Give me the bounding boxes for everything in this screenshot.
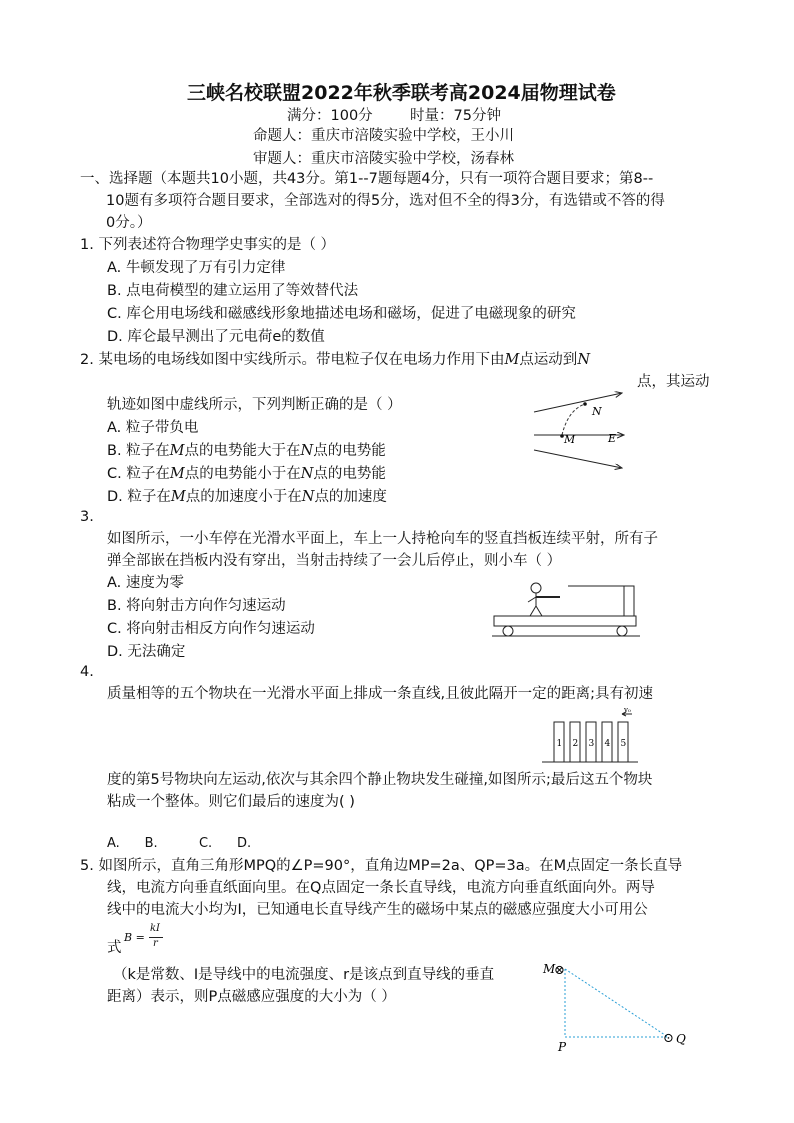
q4-blocks-diagram bbox=[540, 706, 640, 766]
label-p: P bbox=[558, 1040, 567, 1054]
person-head bbox=[531, 583, 541, 593]
q2-field-diagram bbox=[530, 390, 630, 470]
q2-option-a: A. 粒子带负电 bbox=[107, 420, 199, 436]
wheel-right bbox=[617, 626, 627, 636]
q3-number: 3. bbox=[80, 509, 94, 525]
block-label-1: 1 bbox=[556, 739, 563, 749]
section-heading-line2: 10题有多项符合题目要求，全部选对的得5分，选对但不全的得3分，有选错或不答的得 bbox=[106, 193, 665, 209]
trajectory-dashed bbox=[562, 404, 585, 435]
author-line: 命题人：重庆市涪陵实验中学校，王小川 bbox=[253, 128, 514, 144]
q4-stem-line2: 度的第5号物块向左运动,依次与其余四个静止物块发生碰撞,如图所示;最后这五个物块 bbox=[107, 772, 653, 788]
wheel-left bbox=[503, 626, 513, 636]
label-n: N bbox=[592, 405, 602, 418]
block-label-5: 5 bbox=[620, 739, 627, 749]
q1-option-d: D. 库仑最早测出了元电荷e的数值 bbox=[107, 329, 325, 345]
q5-stem-line3: 线中的电流大小均为I，已知通电长直导线产生的磁场中某点的磁感应强度大小可用公 bbox=[107, 902, 648, 918]
q3-stem-line1: 如图所示，一小车停在光滑水平面上，车上一人持枪向车的竖直挡板连续平射，所有子 bbox=[107, 531, 658, 547]
label-m: M bbox=[543, 962, 556, 976]
q2-option-b: B. 粒子在M点的电势能大于在N点的电势能 bbox=[107, 443, 386, 459]
q1-option-b: B. 点电荷模型的建立运用了等效替代法 bbox=[107, 283, 359, 299]
q5-stem-line1: 5. 如图所示，直角三角形MPQ的∠P=90°，直角边MP=2a、QP=3a。在M点固定一条长直导 bbox=[80, 858, 683, 874]
current-in-icon: ⊗ bbox=[554, 963, 565, 978]
velocity-label: v₀ bbox=[624, 706, 631, 714]
q2-option-c: C. 粒子在M点的电势能小于在N点的电势能 bbox=[107, 466, 386, 482]
q3-cart-diagram bbox=[492, 578, 640, 642]
cart-baffle bbox=[624, 586, 634, 616]
q5-formula: B = kI r bbox=[124, 923, 166, 959]
block-label-2: 2 bbox=[572, 739, 579, 749]
reviewer-line: 审题人：重庆市涪陵实验中学校，汤春林 bbox=[253, 151, 514, 167]
q4-stem-line1: 质量相等的五个物块在一光滑水平面上排成一条直线,且彼此隔开一定的距离;具有初速 bbox=[107, 686, 653, 702]
q4-stem-line3: 粘成一个整体。则它们最后的速度为( ) bbox=[107, 794, 355, 810]
label-m: M bbox=[564, 433, 576, 446]
q2-stem-line2: 轨迹如图中虚线所示，下列判断正确的是（ ） bbox=[107, 397, 402, 413]
q3-option-d: D. 无法确定 bbox=[107, 644, 186, 660]
page-title: 三峡名校联盟2022年秋季联考高2024届物理试卷 bbox=[187, 82, 616, 104]
q5-stem-line5: 距离）表示，则P点磁感应强度的大小为（ ） bbox=[107, 989, 396, 1005]
block-label-3: 3 bbox=[588, 739, 595, 749]
q3-option-c: C. 将向射击相反方向作匀速运动 bbox=[107, 621, 315, 637]
q3-option-b: B. 将向射击方向作匀速运动 bbox=[107, 598, 286, 614]
q5-triangle-diagram bbox=[540, 955, 700, 1055]
section-heading: 一、选择题（本题共10小题，共43分。第1--7题每题4分，只有一项符合题目要求；第8-- bbox=[80, 171, 654, 187]
q3-stem-line2: 弹全部嵌在挡板内没有穿出，当射击持续了一会儿后停止，则小车（ ） bbox=[107, 553, 562, 569]
person-leg-right bbox=[536, 606, 542, 616]
q4-number: 4. bbox=[80, 664, 94, 680]
q2-stem-tail: 点，其运动 bbox=[637, 374, 710, 390]
q1-option-c: C. 库仑用电场线和磁感线形象地描述电场和磁场，促进了电磁现象的研究 bbox=[107, 306, 576, 322]
person-leg-left bbox=[530, 606, 536, 616]
person-arm bbox=[528, 597, 536, 602]
field-line-bottom bbox=[534, 450, 622, 468]
field-line-top bbox=[534, 393, 622, 412]
time-limit: 时量：75分钟 bbox=[410, 108, 501, 124]
cart-body bbox=[494, 616, 636, 626]
q2-stem: 2. 某电场的电场线如图中实线所示。带电粒子仅在电场力作用下由M点运动到N bbox=[80, 352, 590, 368]
q3-option-a: A. 速度为零 bbox=[107, 575, 184, 591]
label-e: E bbox=[608, 432, 617, 445]
block-label-4: 4 bbox=[604, 739, 611, 749]
current-out-icon: ⊙ bbox=[663, 1031, 674, 1046]
q2-option-d: D. 粒子在M点的加速度小于在N点的加速度 bbox=[107, 489, 387, 505]
side-mq bbox=[565, 969, 668, 1037]
q1-option-a: A. 牛顿发现了万有引力定律 bbox=[107, 260, 286, 276]
full-score: 满分：100分 bbox=[287, 108, 373, 124]
q5-stem-line2: 线，电流方向垂直纸面向里。在Q点固定一条长直导线，电流方向垂直纸面向外。两导 bbox=[107, 880, 655, 896]
section-heading-line3: 0分。） bbox=[106, 215, 152, 231]
point-n bbox=[583, 402, 587, 406]
q5-stem-line4: （k是常数、I是导线中的电流强度、r是该点到直导线的垂直 bbox=[113, 967, 495, 983]
q5-formula-prefix: 式 bbox=[107, 940, 122, 956]
q1-stem: 1. 下列表述符合物理学史事实的是（ ） bbox=[80, 237, 336, 253]
label-q: Q bbox=[676, 1032, 686, 1046]
q4-options: A. B. C. D. bbox=[107, 836, 252, 851]
